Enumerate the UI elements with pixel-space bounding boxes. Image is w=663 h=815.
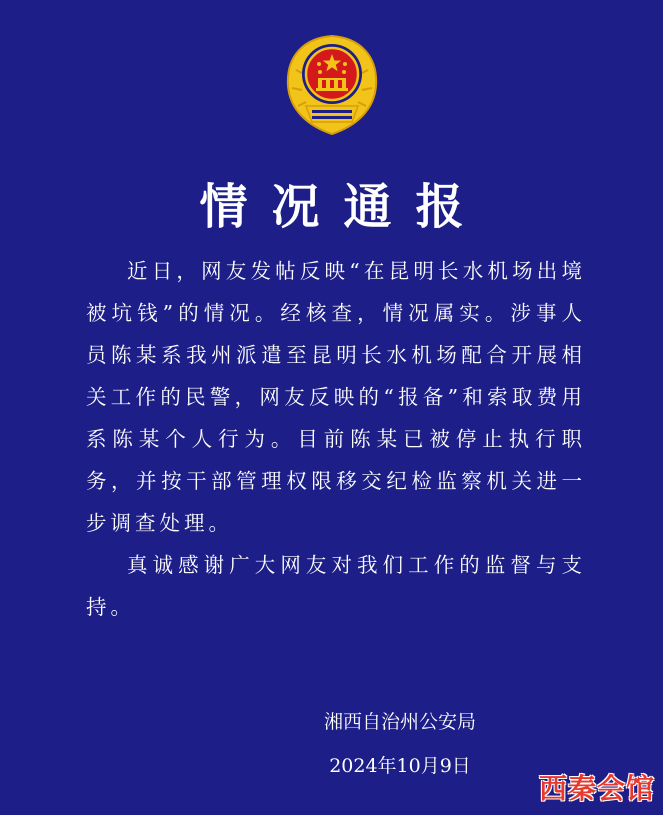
notice-body — [86, 250, 586, 628]
signature-block — [300, 700, 500, 788]
watermark: 西秦会馆 — [538, 772, 655, 805]
page-title: 情况通报 — [199, 179, 488, 235]
notice-paragraph: 近日，网友发帖反映“在昆明长水机场出境被坑钱”的情况。经核查，情况属实。涉事人员陈某系我州派遣至昆明长水机场配合开展相关工作的民警，网友反映的“报备”和索取费用系陈某个人行为。目前陈某已被停止执行职务，并按干部管理权限移交纪检监察机关进一步调查处理。 — [86, 259, 586, 535]
police-emblem-icon — [282, 30, 382, 142]
issue-date: 2024年10月9日 — [329, 755, 471, 777]
notice-paragraph: 真诚感谢广大网友对我们工作的监督与支持。 — [86, 553, 586, 619]
issuer-name: 湘西自治州公安局 — [323, 711, 476, 733]
